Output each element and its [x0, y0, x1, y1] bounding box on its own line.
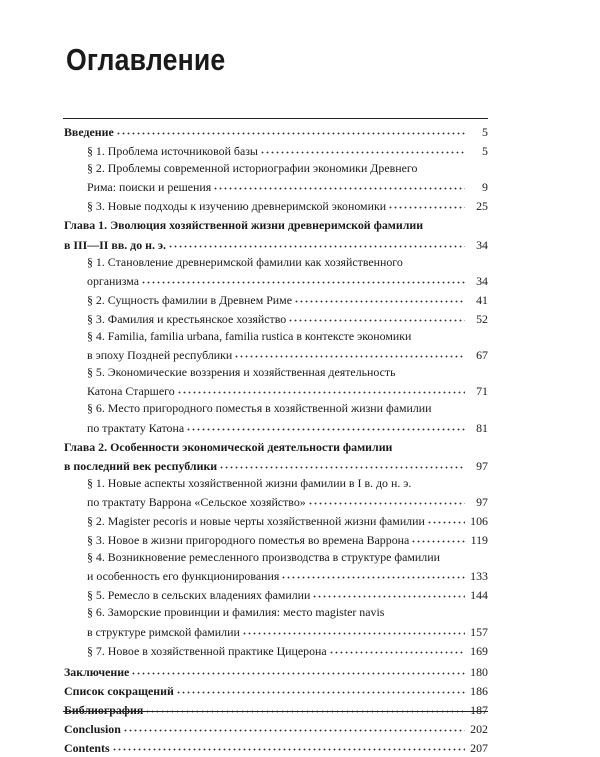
- toc-section-entry[interactable]: [64, 641, 488, 660]
- toc-chapter-entry[interactable]: [64, 122, 488, 141]
- toc-section-entry[interactable]: [64, 290, 488, 309]
- dot-leader: [427, 511, 465, 525]
- toc-page-number: 133: [470, 569, 488, 584]
- toc-section-entry[interactable]: [64, 254, 488, 290]
- dot-leader: [219, 456, 465, 470]
- toc-entry-text: и особенность его функционирования: [87, 569, 280, 584]
- toc-page-number: 202: [470, 722, 488, 736]
- toc-page-number: 81: [476, 420, 488, 435]
- toc-entry-text: по трактату Варрона «Сельское хозяйство»: [87, 494, 306, 509]
- dot-leader: [186, 418, 465, 432]
- toc-entry-text: § 4. Возникновение ремесленного производства в структуре фамилии: [87, 550, 440, 565]
- toc-section-entry[interactable]: [64, 530, 488, 549]
- toc-chapter-entry[interactable]: [64, 681, 488, 700]
- toc-page-number: 186: [470, 683, 488, 698]
- toc-entry-text: Глава 1. Эволюция хозяйственной жизни древнеримской фамилии: [64, 218, 424, 233]
- toc-section-entry[interactable]: [64, 475, 488, 511]
- toc-entry-text: Рима: поиски и решения: [87, 180, 212, 195]
- toc-page-number: 34: [476, 237, 488, 252]
- dot-leader: [131, 662, 465, 676]
- toc-entry-text: § 3. Фамилия и крестьянское хозяйство: [87, 311, 287, 326]
- toc-page-number: 67: [476, 348, 488, 363]
- toc-chapter-entry[interactable]: [64, 217, 488, 253]
- toc-chapter-entry[interactable]: [64, 700, 488, 719]
- toc-section-entry[interactable]: [64, 196, 488, 215]
- toc-section-entry[interactable]: [64, 309, 488, 328]
- toc-page-number: 157: [470, 624, 488, 639]
- toc-entry-text: Глава 2. Особенности экономической деятельности фамилии: [64, 439, 393, 454]
- toc-entry-text: Библиография: [64, 702, 144, 717]
- dot-leader: [388, 196, 465, 210]
- toc-section-entry[interactable]: [64, 549, 488, 585]
- dot-leader: [308, 492, 465, 506]
- toc-page-number: 52: [476, 311, 488, 326]
- toc-page-number: 187: [470, 702, 488, 717]
- toc-entry-text: в последний век республики: [64, 458, 218, 473]
- top-rule: [63, 118, 488, 119]
- toc-entry-text: в структуре римской фамилии: [87, 624, 240, 639]
- toc-page-number: 106: [470, 513, 488, 528]
- toc-chapter-entry[interactable]: [64, 439, 488, 475]
- toc-entry-text: Список сокращений: [64, 683, 174, 698]
- toc-entry-text: § 1. Проблема источниковой базы: [87, 144, 258, 159]
- toc-section-entry[interactable]: [64, 585, 488, 604]
- dot-leader: [288, 309, 465, 323]
- toc-page-number: 41: [476, 292, 488, 307]
- toc-page-number: 97: [476, 494, 488, 509]
- dot-leader: [329, 641, 465, 655]
- dot-leader: [411, 530, 465, 544]
- toc-page-number: 180: [470, 664, 488, 679]
- dot-leader: [281, 566, 465, 580]
- bottom-rule: [63, 711, 488, 712]
- dot-leader: [123, 719, 465, 733]
- toc-entry-text: § 2. Сущность фамилии в Древнем Риме: [87, 292, 292, 307]
- dot-leader: [141, 271, 465, 285]
- toc-chapter-entry[interactable]: [64, 738, 488, 757]
- toc-entry-text: в эпоху Поздней республики: [87, 348, 233, 363]
- toc-section-entry[interactable]: [64, 364, 488, 400]
- toc-page-number: 34: [476, 273, 488, 288]
- dot-leader: [260, 141, 465, 155]
- page-title: Оглавление: [66, 42, 226, 77]
- toc-entry-text: § 6. Место пригородного поместья в хозяйственной жизни фамилии: [87, 401, 432, 416]
- toc-page-number: 97: [476, 458, 488, 473]
- toc-page-number: 169: [470, 643, 488, 658]
- toc-entry-text: § 1. Становление древнеримской фамилии как хозяйственного: [87, 254, 403, 269]
- toc-page-number: 5: [482, 125, 488, 139]
- toc-entry-text: Введение: [64, 125, 114, 139]
- toc-entry-text: § 5. Экономические воззрения и хозяйственная деятельность: [87, 365, 396, 380]
- toc-section-entry[interactable]: [64, 604, 488, 640]
- toc-page-number: 144: [470, 588, 488, 603]
- dot-leader: [242, 622, 465, 636]
- dot-leader: [294, 290, 465, 304]
- dot-leader: [213, 177, 465, 191]
- toc-page-number: 207: [470, 741, 488, 756]
- toc-section-entry[interactable]: [64, 160, 488, 196]
- toc-section-entry[interactable]: [64, 141, 488, 160]
- toc-page-number: 25: [476, 199, 488, 214]
- toc-section-entry[interactable]: [64, 511, 488, 530]
- toc-page-number: 5: [482, 144, 488, 159]
- toc-entry-text: по трактату Катона: [87, 420, 185, 435]
- toc-entry-text: § 4. Familia, familia urbana, familia rustica в контексте экономики: [87, 329, 412, 344]
- toc-entry-text: § 1. Новые аспекты хозяйственной жизни фамилии в I в. до н. э.: [87, 475, 412, 490]
- toc-entry-text: § 3. Новое в жизни пригородного поместья во времена Варрона: [87, 533, 410, 548]
- toc-page-number: 71: [476, 384, 488, 399]
- toc-page-number: 9: [482, 180, 488, 195]
- dot-leader: [177, 381, 465, 395]
- dot-leader: [168, 235, 465, 249]
- toc-entry-text: § 3. Новые подходы к изучению древнеримской экономики: [87, 199, 387, 214]
- toc-entry-text: § 2. Magister pecoris и новые черты хозяйственной жизни фамилии: [87, 513, 425, 528]
- toc-chapter-entry[interactable]: [64, 662, 488, 681]
- table-of-contents: [64, 122, 488, 757]
- dot-leader: [116, 122, 465, 136]
- toc-entry-text: в III—II вв. до н. э.: [64, 237, 167, 252]
- toc-entry-text: § 2. Проблемы современной историографии экономики Древнего: [87, 161, 418, 176]
- toc-entry-text: организма: [87, 273, 140, 288]
- dot-leader: [234, 345, 465, 359]
- toc-entry-text: Conclusion: [64, 722, 121, 736]
- toc-entry-text: Contents: [64, 741, 110, 756]
- toc-section-entry[interactable]: [64, 400, 488, 436]
- toc-entry-text: Катона Старшего: [87, 384, 175, 399]
- toc-entry-text: Заключение: [64, 664, 130, 679]
- toc-chapter-entry[interactable]: [64, 719, 488, 738]
- toc-section-entry[interactable]: [64, 328, 488, 364]
- toc-entry-text: § 5. Ремесло в сельских владениях фамилии: [87, 588, 311, 603]
- dot-leader: [312, 585, 465, 599]
- toc-page-number: 119: [470, 533, 488, 548]
- toc-entry-text: § 6. Заморские провинции и фамилия: место magister navis: [87, 605, 385, 620]
- dot-leader: [176, 681, 465, 695]
- toc-entry-text: § 7. Новое в хозяйственной практике Цицерона: [87, 643, 327, 658]
